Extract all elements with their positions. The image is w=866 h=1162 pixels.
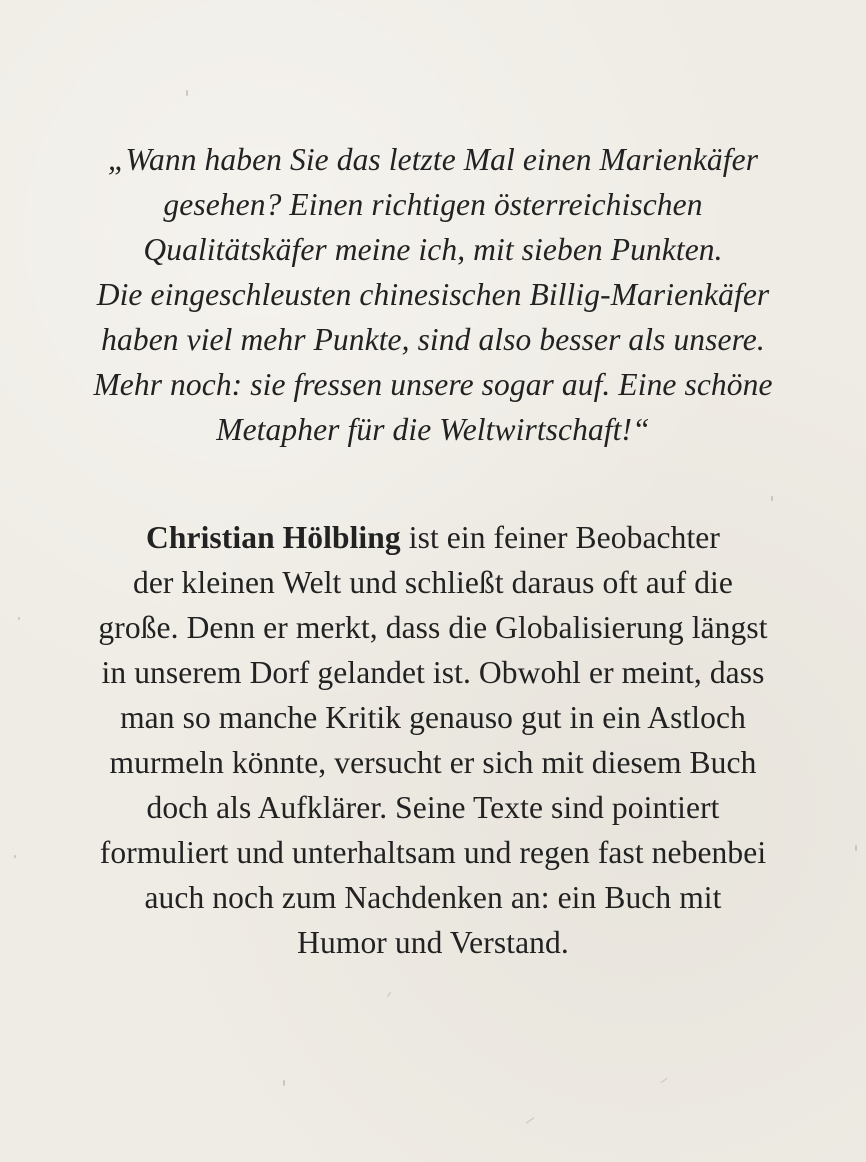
- bio-line: in unserem Dorf gelandet ist. Obwohl er meint, dass: [101, 655, 765, 690]
- quote-line: Mehr noch: sie fressen unsere sogar auf. Eine schöne: [93, 367, 773, 402]
- bio-first-line-text: ist ein feiner Beobachter: [400, 520, 720, 555]
- paper-speck: [771, 496, 773, 501]
- quote-line: haben viel mehr Punkte, sind also besser als unsere.: [101, 322, 765, 357]
- quote-block: [10, 137, 856, 452]
- paper-speck: [387, 992, 391, 997]
- quote-line: gesehen? Einen richtigen österreichischen: [163, 187, 703, 222]
- paper-speck: [186, 90, 188, 96]
- bio-line: der kleinen Welt und schließt daraus oft auf die: [133, 565, 733, 600]
- bio-line: auch noch zum Nachdenken an: ein Buch mit: [144, 880, 722, 915]
- bio-first-line: [10, 515, 856, 560]
- bio-line: doch als Aufklärer. Seine Texte sind pointiert: [146, 790, 720, 825]
- paper-speck: [660, 1078, 667, 1083]
- quote-line: „Wann haben Sie das letzte Mal einen Marienkäfer: [107, 142, 759, 177]
- bio-line: formuliert und unterhaltsam und regen fast nebenbei: [99, 835, 767, 870]
- author-name: Christian Hölbling: [146, 520, 401, 555]
- paper-speck: [526, 1117, 535, 1124]
- author-bio: [10, 515, 856, 965]
- bio-line: man so manche Kritik genauso gut in ein Astloch: [120, 700, 746, 735]
- bio-line: murmeln könnte, versucht er sich mit diesem Buch: [109, 745, 757, 780]
- paper-speck: [283, 1080, 285, 1086]
- quote-line: Metapher für die Weltwirtschaft!“: [216, 412, 650, 447]
- quote-line: Die eingeschleusten chinesischen Billig-Marienkäfer: [96, 277, 770, 312]
- bio-line: große. Denn er merkt, dass die Globalisierung längst: [98, 610, 768, 645]
- bio-line: Humor und Verstand.: [297, 925, 569, 960]
- quote-line: Qualitätskäfer meine ich, mit sieben Punkten.: [143, 232, 723, 267]
